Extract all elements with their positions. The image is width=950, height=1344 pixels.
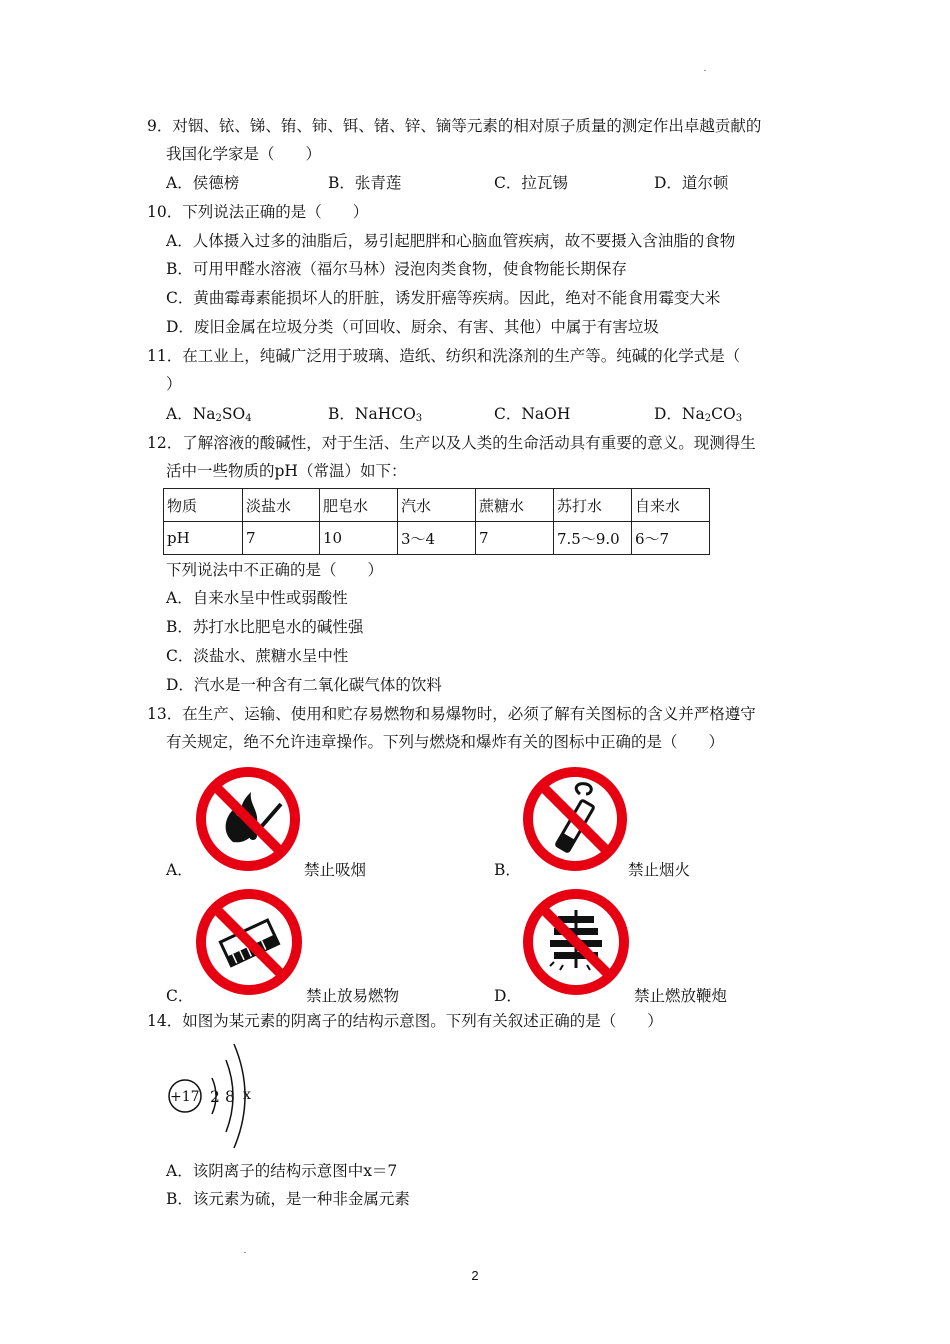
q13-option-b-letter[interactable]: B． [494,861,521,879]
ph-table-cell: 淡盐水 [243,489,320,522]
ph-table-header-row [164,489,710,522]
ph-table-cell: 3～4 [398,522,476,555]
q12-question: 下列说法中不正确的是（ ） [166,561,384,579]
q11-stem-line1: 11．在工业上，纯碱广泛用于玻璃、造纸、纺织和洗涤剂的生产等。纯碱的化学式是（ [147,347,741,365]
q9-stem-line2: 我国化学家是（ ） [166,145,322,163]
ph-table-cell: 苏打水 [554,489,632,522]
no-smoking-sign-icon[interactable] [520,764,630,874]
no-open-flame-sign-icon[interactable] [193,764,303,874]
no-flammables-sign-icon[interactable] [193,886,305,998]
q12-option-a[interactable]: A．自来水呈中性或弱酸性 [166,589,348,607]
q12-option-c[interactable]: C．淡盐水、蔗糖水呈中性 [166,647,349,665]
ph-table-cell: 汽水 [398,489,476,522]
q13-option-d-label: 禁止燃放鞭炮 [634,987,728,1005]
q13-option-d-letter[interactable]: D． [494,987,522,1005]
atom-shell-3-electrons: x [243,1087,251,1103]
q13-option-b-label: 禁止烟火 [628,861,691,879]
speck-bottom-left [244,1252,246,1253]
q9-option-d[interactable]: D．道尔顿 [654,174,729,192]
page-number: 2 [471,1268,479,1283]
q11-option-a[interactable]: A．$Na_2SO_4$ [166,405,252,424]
ph-table-cell: 7 [243,522,320,555]
atom-shell-2-electrons: 8 [225,1088,235,1106]
q13-stem-line1: 13．在生产、运输、使用和贮存易燃物和易爆物时，必须了解有关图标的含义并严格遵守 [147,705,756,723]
q13-option-a-label: 禁止吸烟 [304,861,367,879]
q11-option-d[interactable]: D．$Na_2CO_3$ [654,405,743,424]
q10-option-a[interactable]: A．人体摄入过多的油脂后，易引起肥胖和心脑血管疾病，故不要摄入含油脂的食物 [166,232,736,250]
ph-table-cell: 肥皂水 [320,489,398,522]
ph-table-cell: 7 [476,522,554,555]
q12-stem-line2: 活中一些物质的pH（常温）如下： [166,462,407,480]
q11-stem-line2: ） [166,375,182,393]
q13-option-a-letter[interactable]: A． [166,861,193,879]
q14-option-b[interactable]: B．该元素为硫，是一种非金属元素 [166,1190,410,1208]
ph-table-cell: 蔗糖水 [476,489,554,522]
q10-option-d[interactable]: D．废旧金属在垃圾分类（可回收、厨余、有害、其他）中属于有害垃圾 [166,318,659,336]
no-firecrackers-sign-icon[interactable] [520,886,632,998]
q12-option-d[interactable]: D．汽水是一种含有二氧化碳气体的饮料 [166,676,442,694]
ph-table-cell: 7.5～9.0 [554,522,632,555]
ph-table-cell: 物质 [164,489,243,522]
q10-option-b[interactable]: B．可用甲醛水溶液（福尔马林）浸泡肉类食物，使食物能长期保存 [166,260,627,278]
q9-option-a[interactable]: A．侯德榜 [166,174,240,192]
q9-stem-line1: 9．对铟、铱、锑、铕、铈、铒、锗、锌、镝等元素的相对原子质量的测定作出卓越贡献的 [147,117,762,135]
ph-table-cell: 自来水 [632,489,710,522]
q13-stem-line2: 有关规定，绝不允许违章操作。下列与燃烧和爆炸有关的图标中正确的是（ ） [166,733,725,751]
q13-option-c-letter[interactable]: C． [166,987,194,1005]
q12-option-b[interactable]: B．苏打水比肥皂水的碱性强 [166,618,364,636]
q9-option-c[interactable]: C．拉瓦锡 [494,174,568,192]
q11-option-b[interactable]: B．NaHCO$_3$ [328,405,423,424]
q10-option-c[interactable]: C．黄曲霉毒素能损坏人的肝脏，诱发肝癌等疾病。因此，绝对不能食用霉变大米 [166,289,721,307]
atom-nucleus-charge: +17 [170,1089,200,1105]
q12-stem-line1: 12．了解溶液的酸碱性，对于生活、生产以及人类的生命活动具有重要的意义。现测得生 [147,434,756,452]
speck-top-right [704,70,706,71]
ph-table-cell: 6～7 [632,522,710,555]
ph-table-cell: 10 [320,522,398,555]
q10-stem: 10．下列说法正确的是（ ） [147,203,369,221]
q11-option-c[interactable]: C．NaOH [494,405,571,423]
q14-option-a[interactable]: A．该阴离子的结构示意图中x＝7 [166,1162,398,1180]
ph-table-cell: pH [164,522,243,555]
ph-table-value-row [164,522,710,555]
atom-shell-1-electrons: 2 [210,1088,220,1106]
q13-option-c-label: 禁止放易燃物 [306,987,400,1005]
q9-option-b[interactable]: B．张青莲 [328,174,402,192]
ph-table [163,488,710,555]
q14-stem: 14．如图为某元素的阴离子的结构示意图。下列有关叙述正确的是（ ） [147,1012,663,1030]
